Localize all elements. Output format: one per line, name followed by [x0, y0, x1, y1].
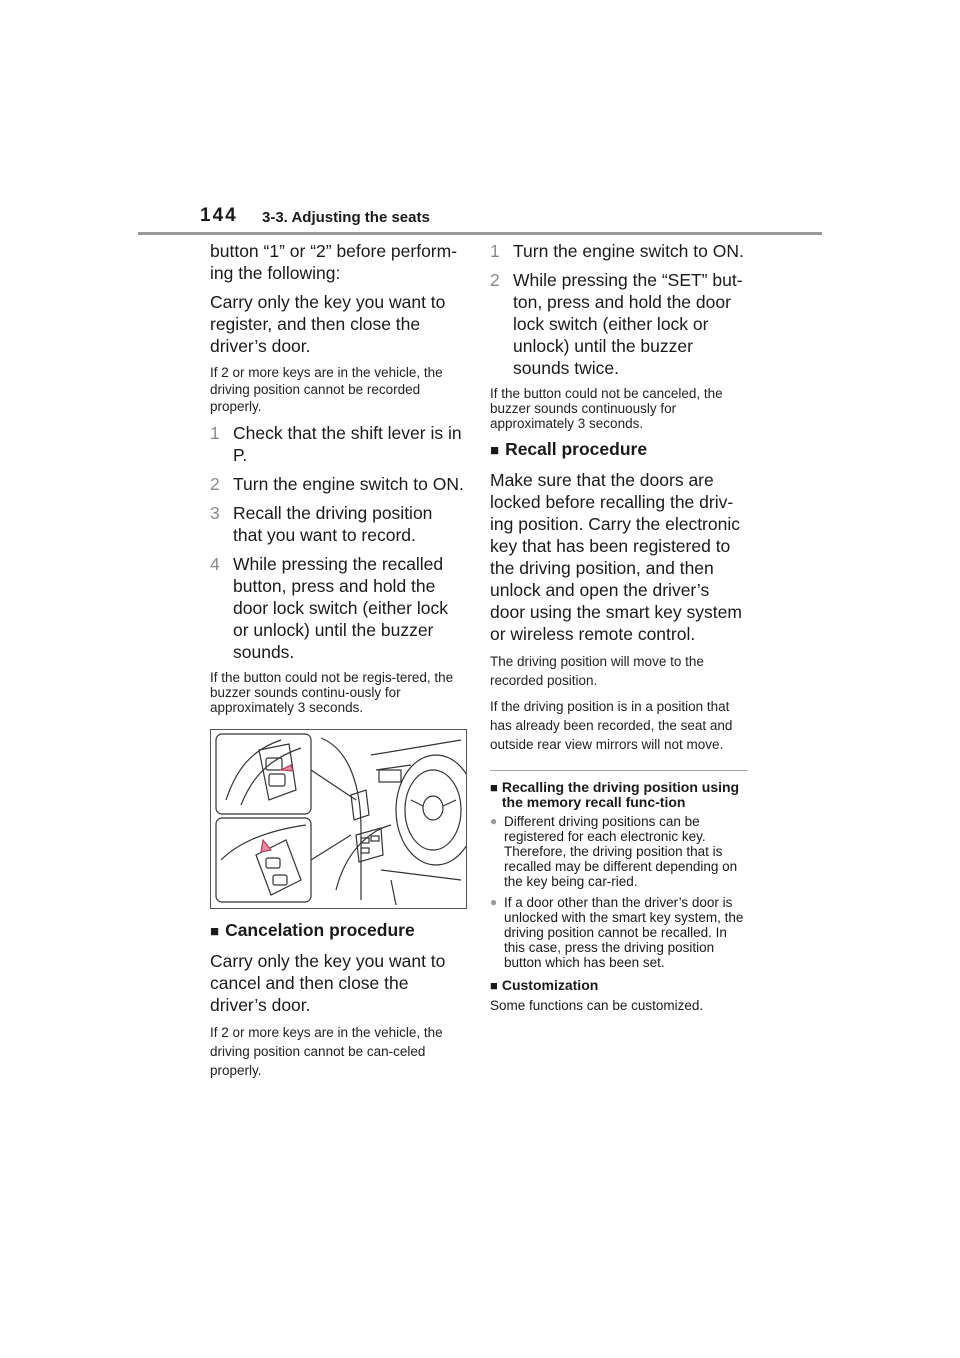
header-rule [138, 232, 822, 235]
recall-text: Make sure that the doors are locked before recalling the driv-ing position. Carry the electronic key that has been registered to the driving position, and then unlock and open the driver’s door using the smart key system or wireless remote control. [490, 470, 742, 644]
customization-heading [490, 978, 748, 993]
step-number: 1 [210, 423, 220, 443]
step-text: Turn the engine switch to ON. [513, 241, 744, 261]
illustration-svg [211, 730, 466, 908]
step-number: 3 [210, 503, 220, 523]
step-item [210, 422, 465, 466]
step-number: 2 [210, 474, 220, 494]
note-buzzer: If the button could not be regis-tered, the buzzer sounds continu-ously for approximately 3 seconds. [210, 670, 454, 715]
list-item [490, 814, 748, 889]
section-title: 3-3. Adjusting the seats [262, 209, 430, 226]
page-number: 144 [200, 205, 238, 226]
step-item [210, 553, 465, 663]
square-bullet-icon: ■ [490, 780, 498, 795]
cancel-heading [210, 919, 465, 943]
square-bullet-icon: ■ [490, 978, 498, 993]
step-number: 4 [210, 554, 220, 574]
note-cancel-buzzer: If the button could not be canceled, the buzzer sounds continuously for approximately 3 seconds. [490, 386, 723, 431]
intro-text: button “1” or “2” before perform-ing the following: [210, 241, 458, 283]
step-item [490, 240, 748, 262]
note-register: If 2 or more keys are in the vehicle, the driving position cannot be recorded properly. [210, 365, 443, 414]
step-text: Recall the driving position that you want to record. [233, 503, 433, 545]
note-cancel: If 2 or more keys are in the vehicle, the driving position cannot be can-celed properly. [210, 1025, 443, 1078]
step-item [210, 473, 465, 495]
left-column [210, 240, 465, 1087]
step-number: 1 [490, 241, 500, 261]
right-column [490, 240, 748, 1014]
note-recall-move: The driving position will move to the recorded position. [490, 654, 704, 688]
circle-bullet-icon: ● [490, 814, 498, 828]
square-bullet-icon: ■ [210, 923, 220, 940]
step-number: 2 [490, 270, 500, 290]
list-item [490, 895, 748, 970]
square-bullet-icon: ■ [490, 442, 500, 459]
memory-recall-heading-text: Recalling the driving position using the memory recall func-tion [501, 779, 740, 810]
step-item [490, 269, 748, 379]
inset-bottom [216, 818, 311, 902]
bullet-text: Different driving positions can be registered for each electronic key. Therefore, the driving position that is recalled may be different depending on the key being car-ried. [504, 814, 738, 889]
bullet-text: If a door other than the driver’s door is unlocked with the smart key system, the driving position cannot be recalled. In this case, press the driving position button which has been set. [504, 895, 744, 970]
customization-text: Some functions can be customized. [490, 998, 704, 1013]
carry-text: Carry only the key you want to register, and then close the driver’s door. [210, 292, 446, 356]
door-switch-illustration [210, 729, 467, 909]
step-text: Check that the shift lever is in P. [233, 423, 462, 465]
memory-recall-heading [490, 780, 748, 810]
circle-bullet-icon: ● [490, 895, 498, 909]
step-text: While pressing the “SET” but-ton, press and hold the door lock switch (either lock or unlock) until the buzzer sounds twice. [513, 270, 743, 378]
cancel-text: Carry only the key you want to cancel and then close the driver’s door. [210, 951, 446, 1015]
cancel-heading-text: Cancelation procedure [225, 920, 415, 940]
step-text: While pressing the recalled button, press and hold the door lock switch (either lock or unlock) until the buzzer sounds. [233, 554, 448, 662]
recall-heading [490, 438, 748, 462]
step-text: Turn the engine switch to ON. [233, 474, 464, 494]
note-recall-same: If the driving position is in a position that has already been recorded, the seat and outside rear view mirrors will not move. [490, 699, 733, 752]
customization-heading-text: Customization [501, 977, 599, 993]
step-item [210, 502, 465, 546]
recall-heading-text: Recall procedure [505, 439, 648, 459]
section-divider [490, 770, 748, 771]
